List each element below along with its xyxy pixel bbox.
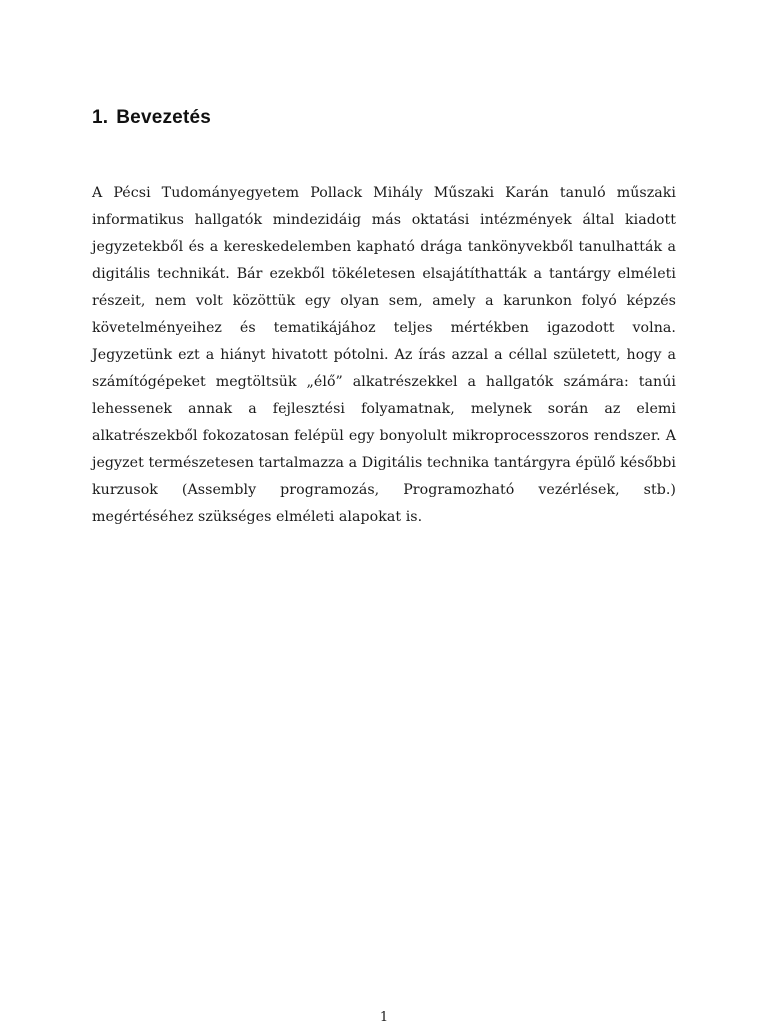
section-number: 1. [92,107,109,128]
section-heading [92,104,211,132]
page-number: 1 [379,1010,389,1025]
section-title: Bevezetés [116,107,211,128]
intro-paragraph: A Pécsi Tudományegyetem Pollack Mihály Műszaki Karán tanuló műszaki informatikus hallgatók mindezidáig más oktatási intézmények által kiadott jegyzetekből és a kereskedelemben kapható drága tankönyvekből tanulhatták a digitális technikát. Bár ezekből tökéletesen elsajátíthatták a tantárgy elméleti részeit, nem volt közöttük egy olyan sem, amely a karunkon folyó képzés követelményeihez és tematikájához teljes mértékben igazodott volna. Jegyzetünk ezt a hiányt hivatott pótolni. Az írás azzal a céllal született, hogy a számítógépeket megtöltsük „élő” alkatrészekkel a hallgatók számára: tanúi lehessenek annak a fejlesztési folyamatnak, melynek során az elemi alkatrészekből fokozatosan felépül egy bonyolult mikroprocesszoros rendszer. A jegyzet természetesen tartalmazza a Digitális technika tantárgyra épülő későbbi kurzusok (Assembly programozás, Programozható vezérlések, stb.) megértéséhez szükséges elméleti alapokat is. [92,185,676,525]
